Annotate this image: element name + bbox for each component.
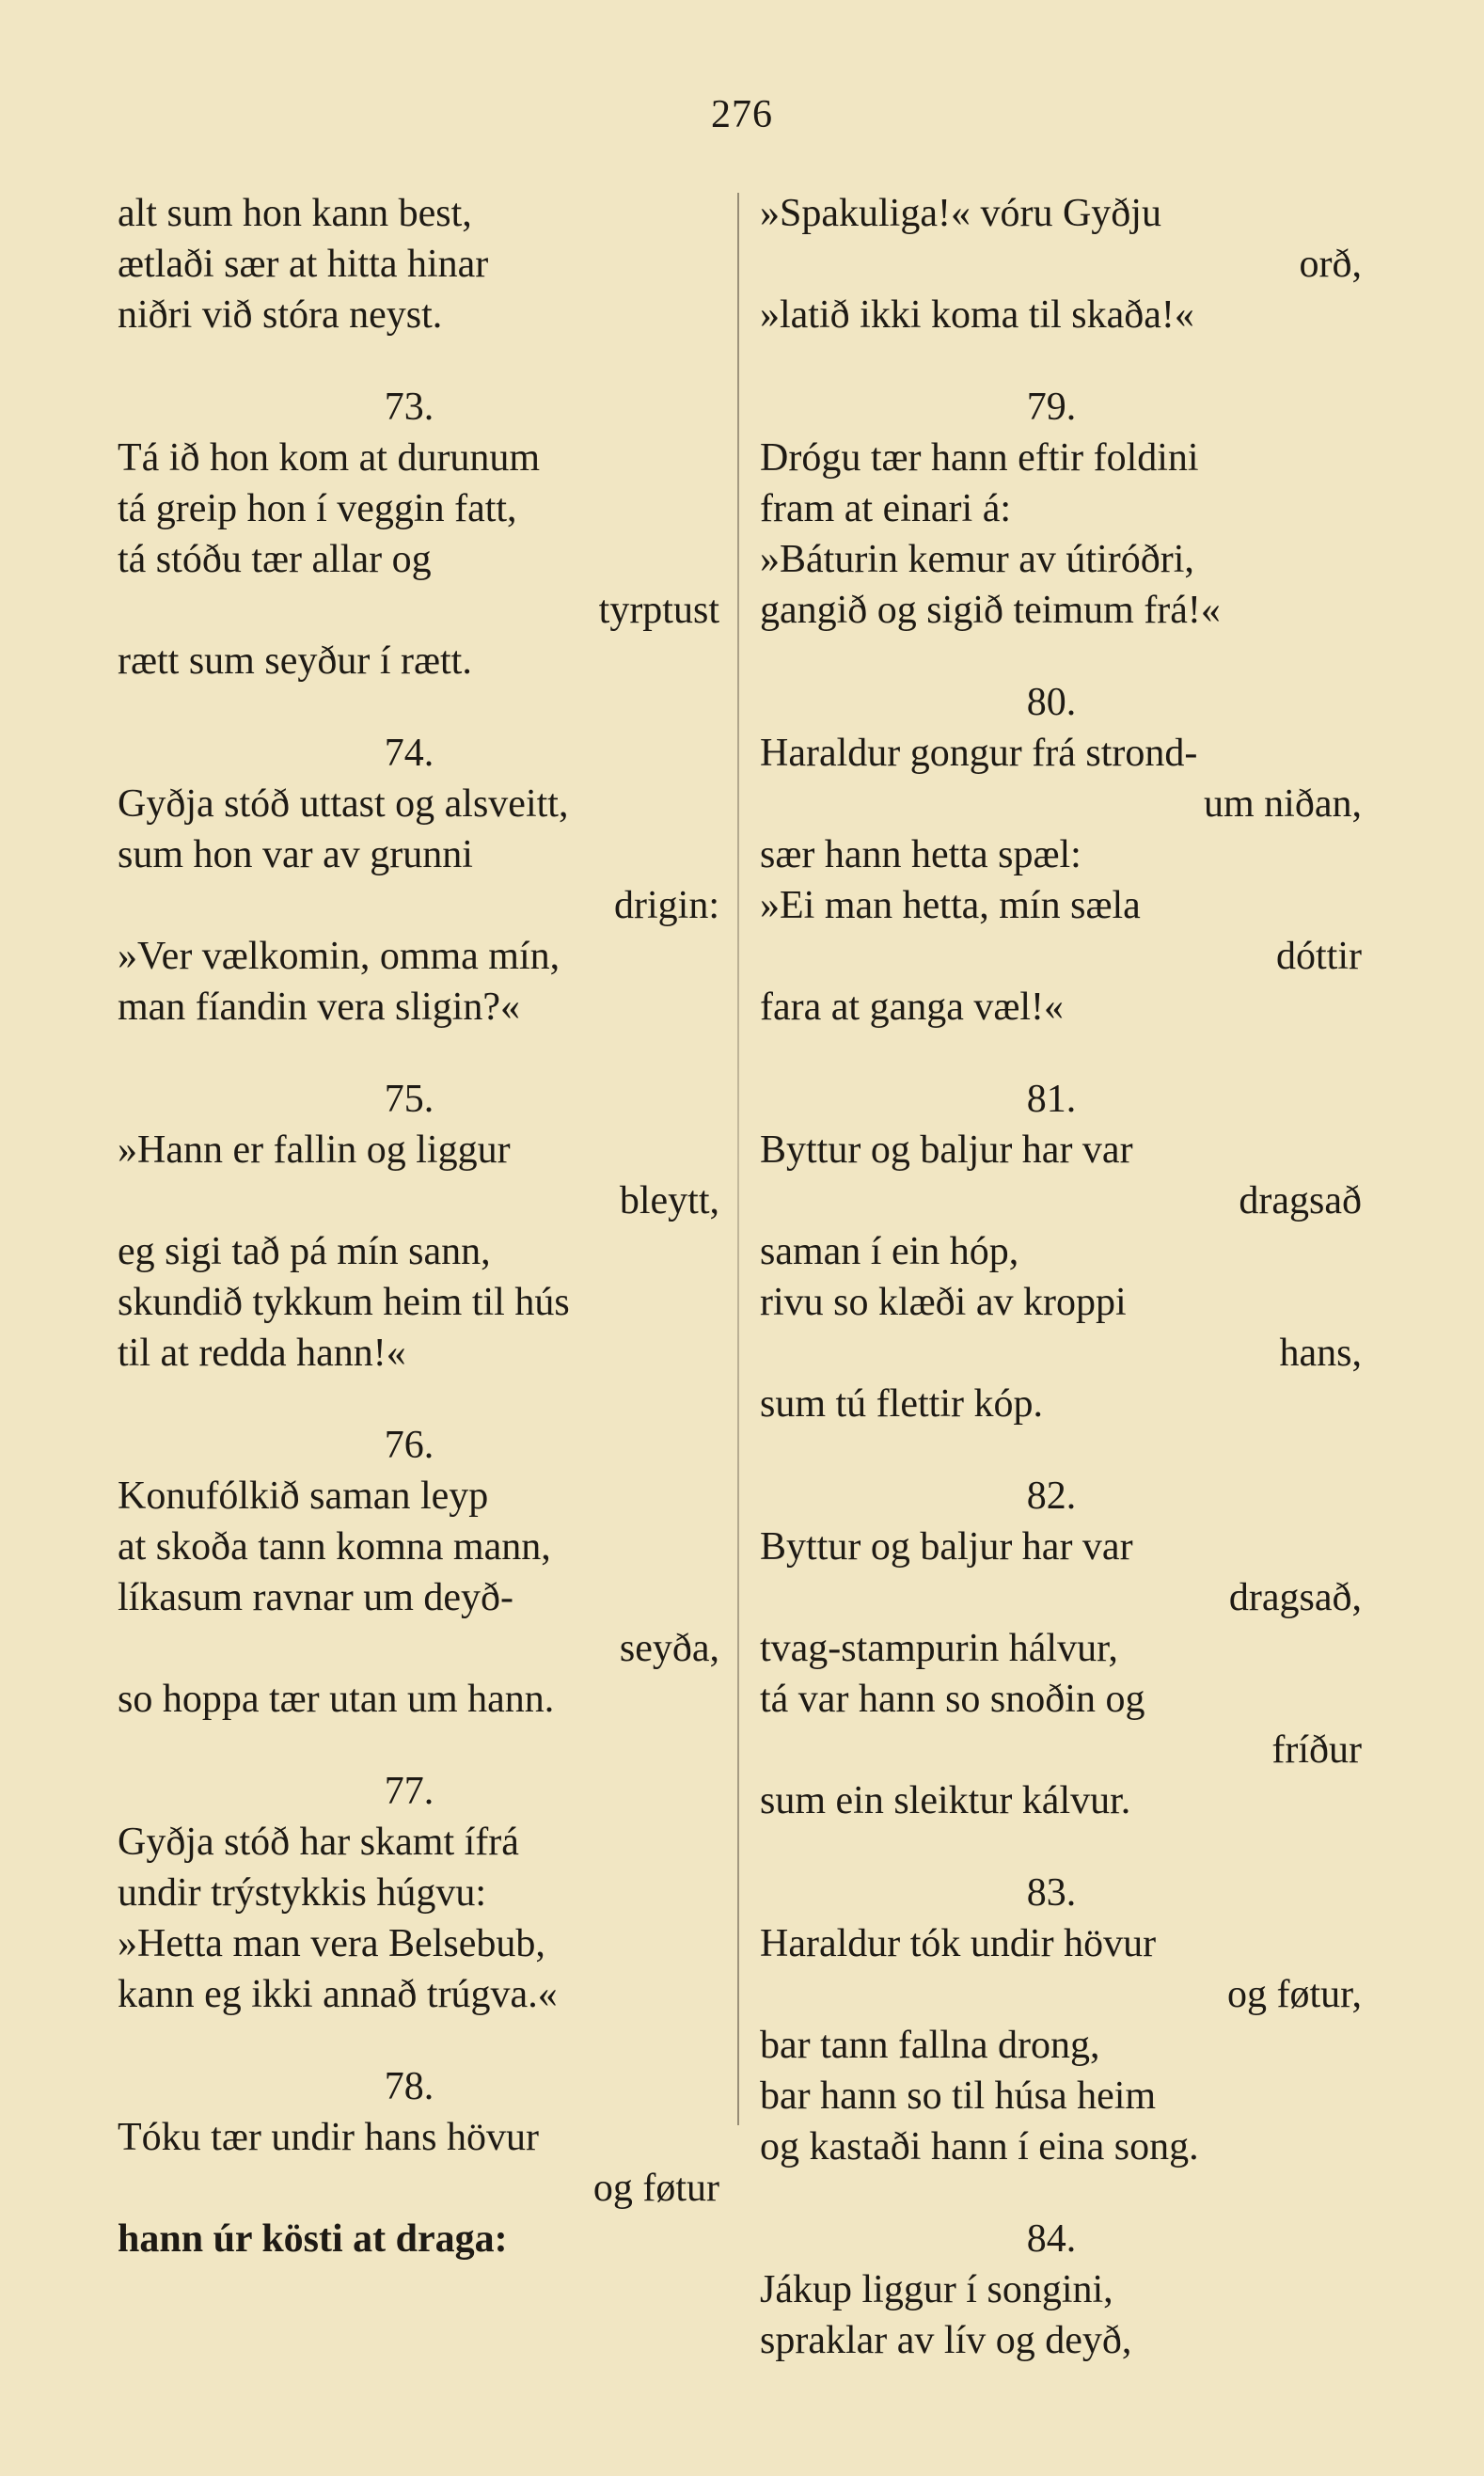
- stanza-77: [118, 1766, 719, 2020]
- stanza-82: [760, 1471, 1362, 1826]
- verse-line: Byttur og baljur har var: [760, 1525, 1133, 1569]
- verse-line: hans,: [1279, 1332, 1362, 1375]
- stanza-75: [118, 1074, 719, 1379]
- verse-line: gangið og sigið teimum frá!«: [760, 589, 1221, 632]
- verse-line: eg sigi tað pá mín sann,: [118, 1230, 491, 1273]
- column-divider: [737, 193, 739, 2125]
- stanza-74: [118, 728, 719, 1033]
- verse-line: »Spakuliga!« vóru Gyðju: [760, 192, 1161, 235]
- verse-line: »Hann er fallin og liggur: [118, 1128, 511, 1172]
- stanza-number: 77.: [384, 1770, 434, 1813]
- verse-line: til at redda hann!«: [118, 1332, 406, 1375]
- verse-line: dragsað,: [1228, 1576, 1362, 1619]
- stanza-number: 79.: [1026, 386, 1077, 429]
- stanza-number: 73.: [384, 386, 434, 429]
- verse-line: líkasum ravnar um deyð-: [118, 1576, 514, 1619]
- verse-line: tá stóðu tær allar og: [118, 538, 432, 581]
- verse-line: fara at ganga væl!«: [760, 986, 1065, 1029]
- verse-line: »Báturin kemur av útiróðri,: [760, 538, 1194, 581]
- left-column: [118, 188, 719, 2264]
- stanza-number: 82.: [1026, 1475, 1077, 1518]
- verse-line: »latið ikki koma til skaða!«: [760, 293, 1194, 337]
- stanza-84: [760, 2214, 1362, 2366]
- stanza-73: [118, 382, 719, 686]
- stanza-76: [118, 1420, 719, 1725]
- stanza-number: 84.: [1026, 2217, 1077, 2261]
- stanza-78: [118, 2061, 719, 2264]
- stanza-80: [760, 677, 1362, 1033]
- verse-line: fríður: [1271, 1728, 1362, 1772]
- page-number: 276: [711, 93, 773, 136]
- stanza-continuation: [760, 188, 1362, 340]
- stanza-number: 81.: [1026, 1078, 1077, 1121]
- verse-line: bar tann fallna drong,: [760, 2024, 1100, 2067]
- verse-line: og kastaði hann í eina song.: [760, 2125, 1199, 2168]
- stanza-81: [760, 1074, 1362, 1429]
- verse-line: spraklar av lív og deyð,: [760, 2319, 1132, 2362]
- right-column: [760, 188, 1362, 2366]
- verse-line: sær hann hetta spæl:: [760, 833, 1081, 876]
- verse-line: sum ein sleiktur kálvur.: [760, 1779, 1131, 1822]
- verse-line: Haraldur gongur frá strond-: [760, 732, 1198, 775]
- verse-line: »Ei man hetta, mín sæla: [760, 884, 1141, 927]
- verse-line: man fíandin vera sligin?«: [118, 986, 521, 1029]
- stanza-number: 80.: [1026, 681, 1077, 724]
- verse-line: drigin:: [614, 884, 719, 927]
- verse-line: Tá ið hon kom at durunum: [118, 436, 541, 480]
- verse-line: dóttir: [1276, 935, 1362, 978]
- verse-line: rætt sum seyður í rætt.: [118, 639, 472, 683]
- verse-line: at skoða tann komna mann,: [118, 1525, 551, 1569]
- verse-line: bar hann so til húsa heim: [760, 2074, 1157, 2118]
- stanza-number: 75.: [384, 1078, 434, 1121]
- verse-line: kann eg ikki annað trúgva.«: [118, 1973, 558, 2016]
- verse-line: um niðan,: [1204, 782, 1362, 826]
- verse-line: fram at einari á:: [760, 487, 1012, 530]
- verse-line: alt sum hon kann best,: [118, 192, 472, 235]
- verse-line: Gyðja stóð uttast og alsveitt,: [118, 782, 569, 826]
- verse-line: niðri við stóra neyst.: [118, 293, 443, 337]
- verse-line: Konufólkið saman leyp: [118, 1475, 489, 1518]
- stanza-79: [760, 382, 1362, 636]
- verse-line: tyrptust: [598, 589, 719, 632]
- verse-line: skundið tykkum heim til hús: [118, 1281, 570, 1324]
- stanza-number: 83.: [1026, 1871, 1077, 1915]
- verse-line: »Hetta man vera Belsebub,: [118, 1922, 545, 1965]
- verse-line: undir trýstykkis húgvu:: [118, 1871, 487, 1915]
- verse-line: tvag-stampurin hálvur,: [760, 1627, 1118, 1670]
- verse-line: Jákup liggur í songini,: [760, 2268, 1113, 2311]
- verse-line: bleytt,: [619, 1179, 719, 1222]
- stanza-number: 74.: [384, 732, 434, 775]
- stanza-83: [760, 1868, 1362, 2172]
- verse-line: Byttur og baljur har var: [760, 1128, 1133, 1172]
- stanza-number: 76.: [384, 1424, 434, 1467]
- verse-line: sum hon var av grunni: [118, 833, 473, 876]
- stanza-number: 78.: [384, 2065, 434, 2108]
- verse-line: og føtur,: [1227, 1973, 1362, 2016]
- verse-line: saman í ein hóp,: [760, 1230, 1019, 1273]
- verse-line: tá var hann so snoðin og: [760, 1678, 1145, 1721]
- verse-line: tá greip hon í veggin fatt,: [118, 487, 517, 530]
- verse-line: ætlaði sær at hitta hinar: [118, 243, 489, 286]
- verse-line: og føtur: [592, 2167, 719, 2210]
- verse-line: dragsað: [1239, 1179, 1362, 1222]
- verse-line: Haraldur tók undir hövur: [760, 1922, 1157, 1965]
- verse-line: Drógu tær hann eftir foldini: [760, 436, 1199, 480]
- verse-line: Gyðja stóð har skamt ífrá: [118, 1821, 519, 1864]
- verse-line: hann úr kösti at draga:: [118, 2217, 508, 2261]
- verse-line: Tóku tær undir hans hövur: [118, 2116, 539, 2159]
- verse-line: so hoppa tær utan um hann.: [118, 1678, 555, 1721]
- verse-line: orð,: [1299, 243, 1362, 286]
- verse-line: rivu so klæði av kroppi: [760, 1281, 1127, 1324]
- verse-line: »Ver vælkomin, omma mín,: [118, 935, 560, 978]
- stanza-continuation: [118, 188, 719, 340]
- verse-line: sum tú flettir kóp.: [760, 1382, 1043, 1426]
- verse-line: seyða,: [619, 1627, 719, 1670]
